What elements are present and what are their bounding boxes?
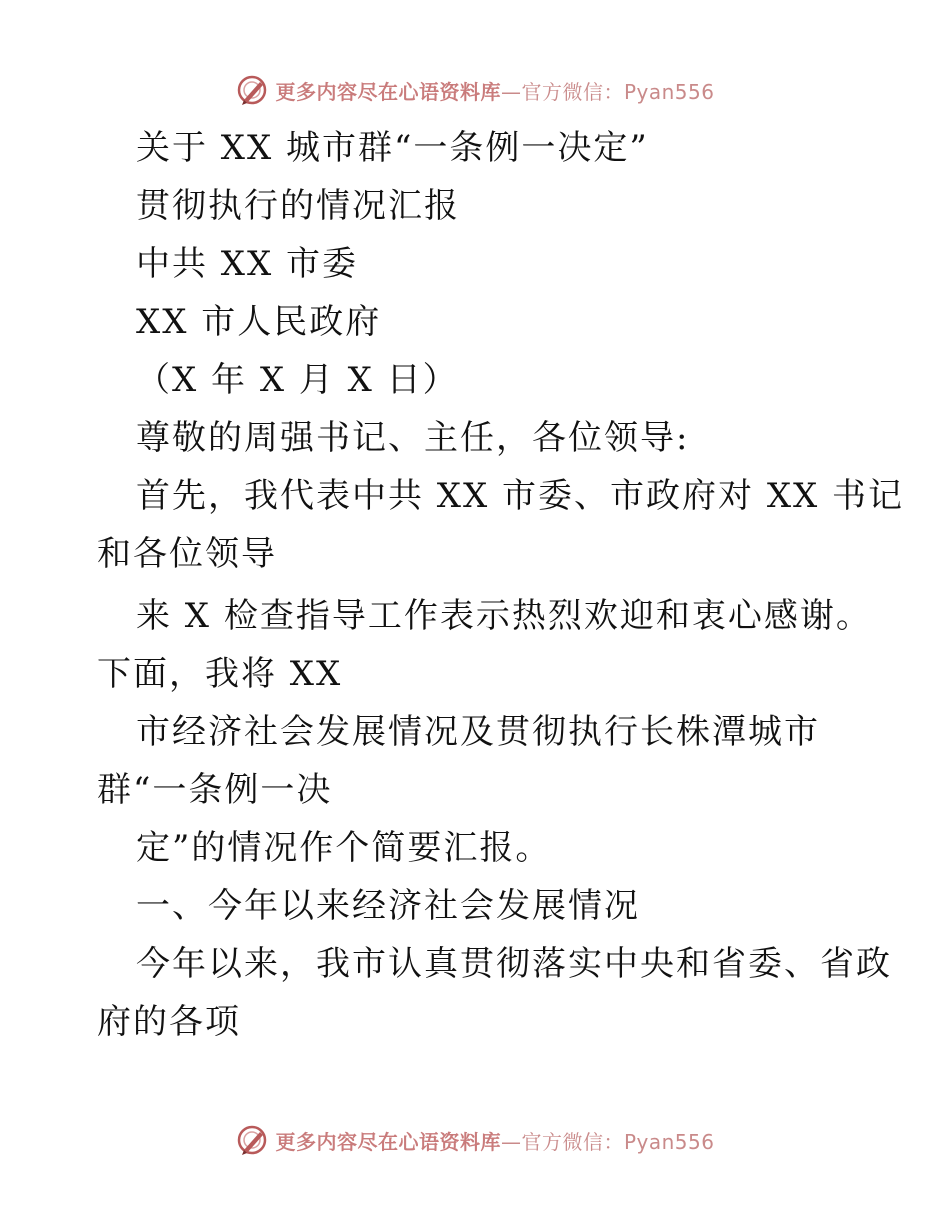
paragraph-line: 今年以来，我市认真贯彻落实中央和省委、省政: [136, 944, 892, 984]
salutation: 尊敬的周强书记、主任，各位领导:: [136, 418, 690, 458]
paragraph-line: 和各位领导: [97, 534, 277, 574]
document-title-line-2: 贯彻执行的情况汇报: [136, 186, 460, 226]
paragraph-line: 群“一条例一决: [97, 770, 333, 810]
paragraph-line: 来 X 检查指导工作表示热烈欢迎和衷心感谢。: [136, 596, 872, 636]
document-title-line-1: 关于 XX 城市群“一条例一决定”: [136, 128, 649, 168]
section-heading: 一、今年以来经济社会发展情况: [136, 886, 640, 926]
paragraph-line: 首先，我代表中共 XX 市委、市政府对 XX 书记: [136, 476, 905, 516]
footer-watermark: [0, 1120, 950, 1160]
paragraph-line: 定”的情况作个简要汇报。: [136, 828, 552, 868]
watermark-contact-text: —官方微信：Pyan556: [500, 79, 715, 104]
watermark-brand-text: 更多内容尽在心语资料库: [275, 1129, 501, 1154]
pen-logo-icon: [235, 1123, 269, 1157]
document-date: （X 年 X 月 X 日）: [136, 360, 459, 400]
issuer-government: XX 市人民政府: [136, 302, 382, 342]
paragraph-line: 下面，我将 XX: [97, 654, 343, 694]
watermark-brand-text: 更多内容尽在心语资料库: [275, 79, 501, 104]
paragraph-line: 市经济社会发展情况及贯彻执行长株潭城市: [136, 712, 820, 752]
issuer-party-committee: 中共 XX 市委: [136, 244, 359, 284]
watermark-contact-text: —官方微信：Pyan556: [500, 1129, 715, 1154]
header-watermark: [0, 70, 950, 110]
paragraph-line: 府的各项: [97, 1002, 241, 1042]
pen-logo-icon: [235, 73, 269, 107]
